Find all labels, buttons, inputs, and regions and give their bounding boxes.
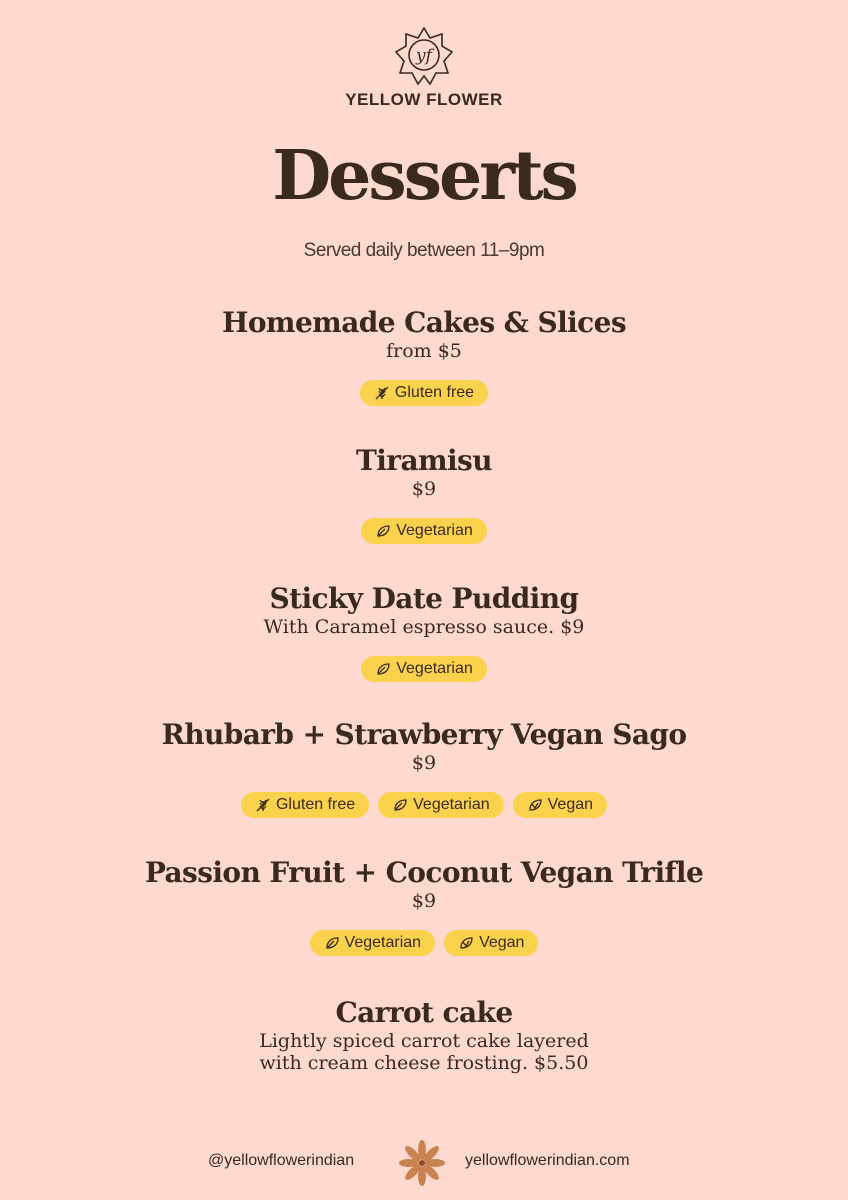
menu-item-name: Passion Fruit + Coconut Vegan Trifle (144, 856, 704, 889)
gluten-free-icon (374, 385, 390, 401)
gluten-free-icon (255, 797, 271, 813)
dietary-tags (0, 656, 848, 682)
menu-item-description: With Caramel espresso sauce. $9 (263, 616, 585, 638)
dietary-tag (361, 656, 487, 682)
leaf-icon (375, 661, 391, 677)
menu-item-description: $9 (411, 752, 437, 774)
dietary-tag-label: Vegetarian (344, 934, 422, 951)
menu-item-description: $9 (411, 890, 437, 912)
dietary-tag-label: Vegetarian (413, 796, 490, 813)
website-link[interactable]: yellowflowerindian.com (465, 1152, 630, 1169)
leaf-icon (324, 935, 340, 951)
leaf-icon (392, 797, 408, 813)
leaf-icon (375, 523, 391, 539)
menu-item-description: from $5 (386, 340, 462, 362)
menu-item (0, 444, 848, 544)
dietary-tags (0, 930, 848, 956)
menu-item-name: Homemade Cakes & Slices (222, 306, 626, 339)
menu-item-description: $9 (411, 478, 437, 500)
dietary-tag-label: Vegetarian (396, 522, 473, 539)
page-subtitle: Served daily between 11–9pm (303, 240, 545, 261)
dietary-tag-label: Vegan (547, 796, 594, 813)
dietary-tag (361, 518, 487, 544)
dietary-tags (0, 380, 848, 406)
menu-item-name: Rhubarb + Strawberry Vegan Sago (161, 718, 687, 751)
brand-logo (0, 24, 848, 110)
dietary-tags (0, 518, 848, 544)
menu-item (0, 718, 848, 818)
dietary-tag-label: Gluten free (394, 384, 475, 401)
star-anise-icon (399, 1140, 445, 1186)
page-title: Desserts (272, 136, 576, 216)
flower-logo-icon (392, 24, 456, 88)
dietary-tag (378, 792, 504, 818)
dietary-tag-label: Vegan (479, 934, 525, 951)
brand-name: YELLOW FLOWER (345, 90, 503, 109)
menu-item-name: Tiramisu (356, 444, 492, 477)
social-handle[interactable]: @yellowflowerindian (208, 1152, 355, 1169)
menu-item (0, 582, 848, 682)
dietary-tag (241, 792, 369, 818)
footer (0, 1140, 848, 1190)
brand-monogram: yf (416, 46, 432, 66)
dietary-tag (360, 380, 488, 406)
dietary-tag-label: Gluten free (275, 796, 356, 813)
menu-item-description: Lightly spiced carrot cake layered with cream cheese frosting. $5.50 (259, 1030, 589, 1074)
menu-item (0, 306, 848, 406)
dietary-tag-label: Vegetarian (396, 660, 473, 677)
dietary-tags (0, 792, 848, 818)
dietary-tag (310, 930, 436, 956)
menu-item-name: Carrot cake (335, 996, 513, 1029)
vegan-leaf-icon (458, 935, 474, 951)
menu-item (0, 996, 848, 1074)
dietary-tag (444, 930, 538, 956)
menu-item-name: Sticky Date Pudding (269, 582, 579, 615)
vegan-leaf-icon (527, 797, 543, 813)
dietary-tag (513, 792, 607, 818)
menu-item (0, 856, 848, 956)
